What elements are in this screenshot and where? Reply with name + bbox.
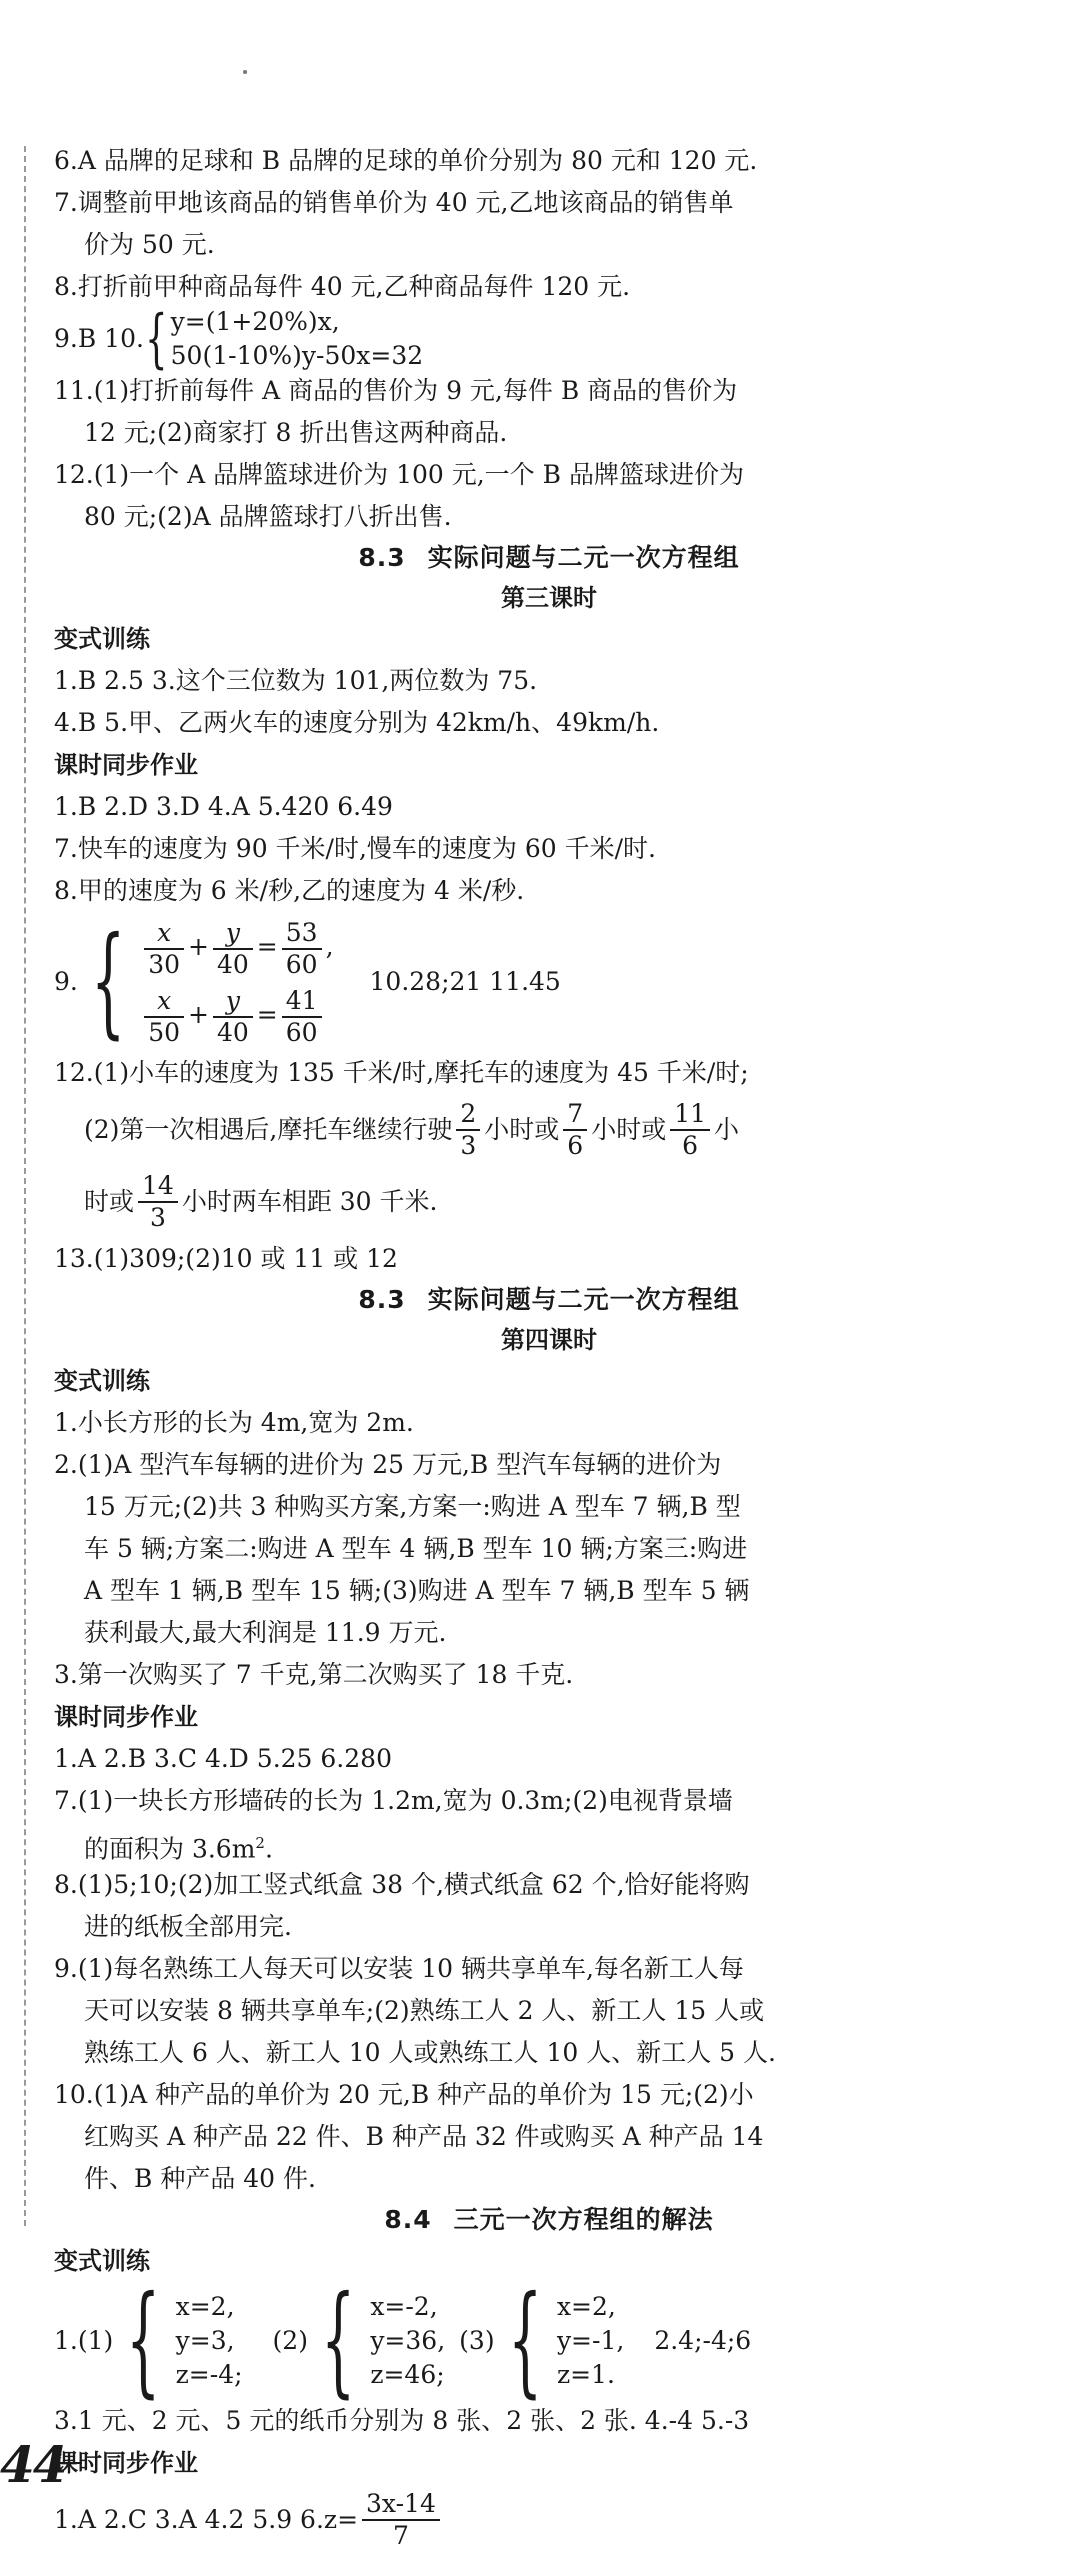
fraction [670,1099,710,1161]
answer-line: 13.(1)309;(2)10 或 11 或 12 [54,1244,398,1273]
fraction [213,918,253,980]
answer-line: 获利最大,最大利润是 11.9 万元. [84,1618,447,1647]
answer-content [54,140,1044,2556]
answer-line-84-1 [54,2271,1044,2410]
equation: y=3, [175,2326,235,2355]
answer-9-label: 9. [54,967,78,996]
variant-training-heading: 变式训练 [54,625,150,653]
text-run: 2.4;-4;6 [654,2326,752,2355]
denominator: 40 [216,949,249,979]
answer-line: 1.小长方形的长为 4m,宽为 2m. [54,1408,414,1437]
answer-line: 车 5 辆;方案二:购进 A 型车 4 辆,B 型车 10 辆;方案三:购进 [84,1534,748,1563]
equation-system [370,2290,445,2392]
fraction [138,1171,178,1233]
answer-line: 4.B 5.甲、乙两火车的速度分别为 42km/h、49km/h. [54,708,660,737]
numerator: x [144,986,184,1018]
section-title [54,1280,1044,1320]
answer-line: 6.A 品牌的足球和 B 品牌的足球的单价分别为 80 元和 120 元. [54,146,758,175]
page-number-dash [58,2462,82,2464]
answer-line-9-10 [54,302,1044,376]
section-name: 三元一次方程组的解法 [453,2205,714,2234]
section-title [54,2200,1044,2240]
denominator: 60 [285,1017,318,1047]
answer-line: 11.(1)打折前每件 A 商品的售价为 9 元,每件 B 商品的售价为 [54,376,738,405]
answer-line: 件、B 种产品 40 件. [84,2164,316,2193]
answer-line: 1.B 2.5 3.这个三位数为 101,两位数为 75. [54,666,538,695]
margin-rule [24,146,26,2226]
answer-9-10-label: 9.B 10. [54,324,144,353]
text-run: (2) [272,2326,308,2355]
answer-10-11: 10.28;21 11.45 [369,967,561,996]
fraction [282,986,322,1048]
text-run: 时或 [84,1187,135,1216]
answer-line: 价为 50 元. [84,230,215,259]
equation-system [171,305,423,373]
equation: x=-2, [370,2292,438,2321]
fraction [213,986,253,1048]
answer-line: 9.(1)每名熟练工人每天可以安装 10 辆共享单车,每名新工人每 [54,1954,744,1983]
answer-line: 8.打折前甲种商品每件 40 元,乙种商品每件 120 元. [54,272,631,301]
equation-system [140,914,333,1050]
sync-homework-heading: 课时同步作业 [54,2449,198,2477]
section-number: 8.3 [358,543,406,572]
sync-homework-heading: 课时同步作业 [54,1703,198,1731]
equation-system [557,2290,624,2392]
answer-line: A 型车 1 辆,B 型车 15 辆;(3)购进 A 型车 7 辆,B 型车 5 辆 [84,1576,750,1605]
denominator: 50 [148,1017,181,1047]
text-run: 1.(1) [54,2326,114,2355]
answer-line: 7.调整前甲地该商品的销售单价为 40 元,乙地该商品的销售单 [54,188,734,217]
numerator: 53 [282,918,322,950]
fraction [362,2489,440,2551]
answer-line: 12.(1)一个 A 品牌篮球进价为 100 元,一个 B 品牌篮球进价为 [54,460,744,489]
answer-line-9 [54,912,1044,1052]
system-brace: { [320,2271,356,2410]
answer-line: 1.B 2.D 3.D 4.A 5.420 6.49 [54,792,393,821]
variant-training-heading: 变式训练 [54,2247,150,2275]
section-name: 实际问题与二元一次方程组 [427,543,740,572]
numerator: x [144,918,184,950]
answer-line: 12 元;(2)商家打 8 折出售这两种商品. [84,418,508,447]
equation: x=2, [175,2292,235,2321]
numerator: 3x-14 [362,2489,440,2521]
answer-line: 熟练工人 6 人、新工人 10 人或熟练工人 10 人、新工人 5 人. [84,2038,776,2067]
section-name: 实际问题与二元一次方程组 [427,1285,740,1314]
denominator: 3 [149,1203,166,1232]
answer-line: 3.第一次购买了 7 千克,第二次购买了 18 千克. [54,1660,574,1689]
answer-line: 8.(1)5;10;(2)加工竖式纸盒 38 个,横式纸盒 62 个,恰好能将购 [54,1870,750,1899]
section-number: 8.3 [358,1285,406,1314]
system-brace: { [126,2271,161,2410]
numerator: 11 [670,1099,710,1131]
answer-line [54,1166,1044,1238]
page-number: 44 [0,2435,66,2494]
equation: z=1. [556,2360,615,2389]
denominator: 6 [567,1131,584,1160]
answer-line: 80 元;(2)A 品牌篮球打八折出售. [84,502,452,531]
text-run: 小时或 [484,1115,560,1144]
numerator: y [213,918,253,950]
answer-line: 12.(1)小车的速度为 135 千米/时,摩托车的速度为 45 千米/时; [54,1058,749,1087]
superscript: 2 [255,1834,265,1852]
denominator: 60 [285,949,318,979]
numerator: 7 [563,1099,587,1131]
sync-homework-heading: 课时同步作业 [54,751,198,779]
answer-line: 10.(1)A 种产品的单价为 20 元,B 种产品的单价为 15 元;(2)小 [54,2080,754,2109]
text-run: 小 [714,1115,740,1144]
section-number: 8.4 [384,2205,432,2234]
denominator: 40 [216,1017,249,1047]
fraction [144,918,184,980]
text-run: 小时或 [591,1115,667,1144]
numerator: 2 [456,1099,480,1131]
answer-line: 天可以安装 8 辆共享单车;(2)熟练工人 2 人、新工人 15 人或 [84,1996,765,2025]
stray-dot [243,70,247,74]
answer-line: 2.(1)A 型汽车每辆的进价为 25 万元,B 型汽车每辆的进价为 [54,1450,722,1479]
answer-line: 7.快车的速度为 90 千米/时,慢车的速度为 60 千米/时. [54,834,657,863]
equation: y=(1+20%)x, [170,307,340,336]
answer-line: 3.1 元、2 元、5 元的纸币分别为 8 张、2 张、2 张. 4.-4 5.-3 [54,2406,750,2435]
text-run: 的面积为 3.6m [84,1834,256,1864]
answer-line [54,2484,1044,2556]
denominator: 6 [682,1131,699,1160]
fraction [144,986,184,1048]
equation: y=-1, [556,2326,625,2355]
denominator: 30 [148,949,181,979]
numerator: 14 [138,1171,178,1203]
system-brace: { [145,302,168,376]
answer-line: 8.甲的速度为 6 米/秒,乙的速度为 4 米/秒. [54,876,525,905]
variant-training-heading: 变式训练 [54,1367,150,1395]
equation: y=36, [370,2326,446,2355]
answer-line: 1.A 2.B 3.C 4.D 5.25 6.280 [54,1744,392,1773]
numerator: 41 [282,986,322,1018]
lesson-title: 第三课时 [501,584,597,612]
denominator: 7 [392,2521,409,2550]
equation: x=2, [556,2292,616,2321]
numerator: y [213,986,253,1018]
denominator: 3 [460,1131,477,1160]
text-run: 1.A 2.C 3.A 4.2 5.9 6.z= [54,2505,359,2534]
fraction [563,1099,587,1161]
answer-line [54,1094,1044,1166]
text-run: (3) [459,2326,495,2355]
fraction [282,918,322,980]
equation: z=-4; [175,2360,243,2389]
answer-line: 7.(1)一块长方形墙砖的长为 1.2m,宽为 0.3m;(2)电视背景墙 [54,1786,733,1815]
fraction [456,1099,480,1161]
answer-line: 红购买 A 种产品 22 件、B 种产品 32 件或购买 A 种产品 14 [84,2122,764,2151]
answer-line: 进的纸板全部用完. [84,1912,292,1941]
system-brace: { [90,912,126,1051]
equation-system [176,2290,243,2392]
system-brace: { [507,2271,542,2410]
lesson-title: 第四课时 [501,1326,597,1354]
equation: 50(1-10%)y-50x=32 [170,341,424,370]
text-run: (2)第一次相遇后,摩托车继续行驶 [84,1115,453,1144]
equation: $\frac{x}{50}$ + $\frac{y}{40}$ = $\frac{41}{60}$ [140,982,333,1050]
text-run: . [264,1834,273,1864]
text-run: 小时两车相距 30 千米. [181,1187,438,1216]
answer-line: 15 万元;(2)共 3 种购买方案,方案一:购进 A 型车 7 辆,B 型 [84,1492,741,1521]
answer-line [54,1822,1044,1864]
section-title [54,538,1044,578]
equation: z=46; [370,2360,445,2389]
equation: $\frac{x}{30}$ + $\frac{y}{40}$ = $\frac{53}{60}$ , [140,914,333,982]
